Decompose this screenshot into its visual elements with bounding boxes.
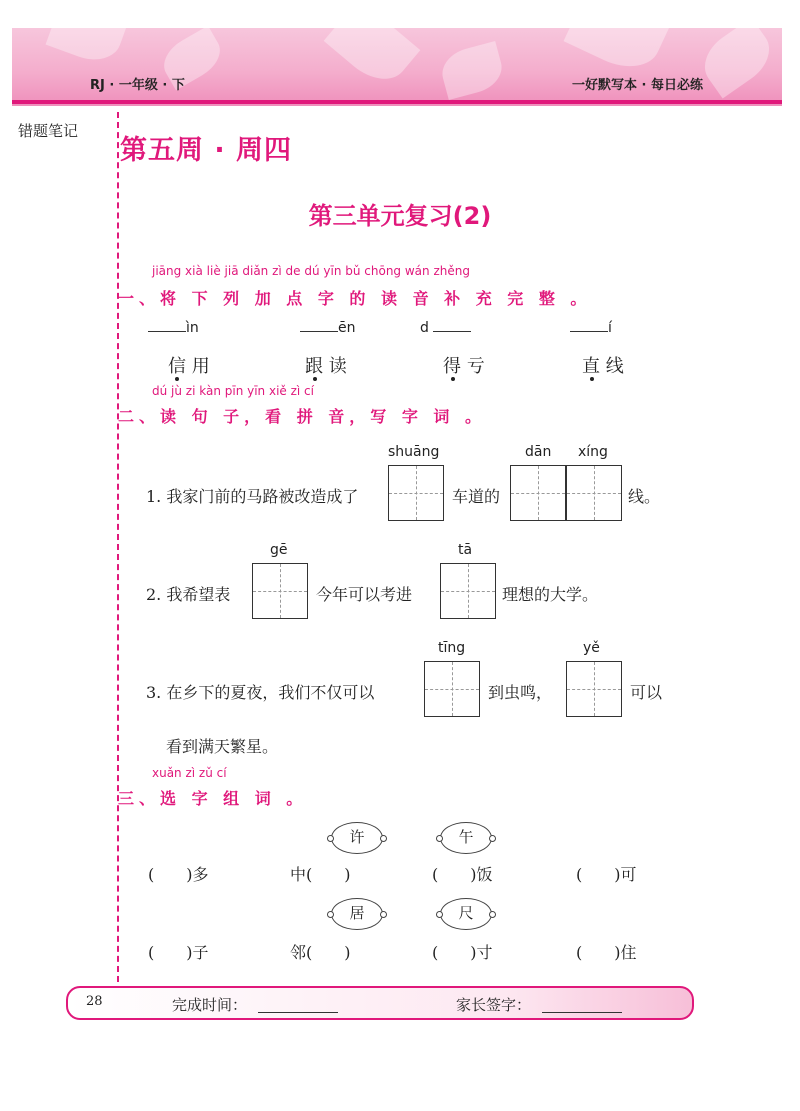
q1-pinyin-2b: xíng — [578, 444, 608, 460]
mistake-notes-label: 错题笔记 — [18, 122, 79, 140]
banner-divider — [12, 100, 782, 104]
q2-pinyin-1: gē — [270, 542, 288, 558]
word-blank[interactable]: 邻( ) — [290, 943, 351, 962]
writing-cell[interactable] — [566, 465, 622, 521]
footer-bar — [66, 986, 694, 1020]
word-blank[interactable]: ( )饭 — [432, 865, 493, 884]
word-blank[interactable]: ( )子 — [148, 943, 209, 962]
q2-text-c: 理想的大学。 — [502, 585, 599, 604]
writing-cell[interactable] — [388, 465, 444, 521]
q1-pinyin-1: shuāng — [388, 444, 440, 460]
choice-char[interactable]: 居 — [331, 898, 383, 930]
lesson-subtitle: 第三单元复习(2) — [308, 202, 492, 230]
section2-heading: 二、读 句 子，看 拼 音，写 字 词 。 — [118, 407, 486, 426]
q2-text-a: 2. 我希望表 — [146, 585, 231, 604]
q3-pinyin-1: tīng — [438, 640, 466, 656]
page-number: 28 — [86, 994, 103, 1009]
writing-cell[interactable] — [566, 661, 622, 717]
q3-text-d: 看到满天繁星。 — [166, 737, 279, 756]
q2-pinyin-2: tā — [458, 542, 473, 558]
emphasis-dot — [313, 377, 317, 381]
margin-divider — [117, 112, 119, 982]
header-series: 一好默写本 · 每日必练 — [572, 78, 703, 93]
q3-text-a: 3. 在乡下的夏夜，我们不仅可以 — [146, 683, 375, 702]
writing-cell[interactable] — [440, 563, 496, 619]
section1-heading: 一、将 下 列 加 点 字 的 读 音 补 充 完 整 。 — [118, 289, 592, 308]
q1-text-b: 车道的 — [452, 487, 501, 506]
q3-text-c: 可以 — [630, 683, 663, 702]
choice-char[interactable]: 午 — [440, 822, 492, 854]
emphasis-dot — [590, 377, 594, 381]
q3-text-b: 到虫鸣， — [488, 683, 553, 702]
q1-text-c: 线。 — [628, 487, 661, 506]
pinyin-blank-1[interactable]: ìn — [148, 320, 199, 336]
word-blank[interactable]: ( )可 — [576, 865, 637, 884]
q1-pinyin-2a: dān — [525, 444, 552, 460]
q1-text-a: 1. 我家门前的马路被改造成了 — [146, 487, 359, 506]
writing-cell[interactable] — [252, 563, 308, 619]
writing-cell[interactable] — [424, 661, 480, 717]
q3-pinyin-2: yě — [583, 640, 600, 656]
word-blank[interactable]: ( )多 — [148, 865, 209, 884]
word-blank[interactable]: 中( ) — [290, 865, 351, 884]
writing-cell[interactable] — [510, 465, 566, 521]
section1-pinyin: jiāng xià liè jiā diǎn zì de dú yīn bǔ chōng wán zhěng — [152, 264, 470, 278]
section3-pinyin: xuǎn zì zǔ cí — [152, 766, 227, 780]
emphasis-dot — [175, 377, 179, 381]
word-2: 跟 读 — [305, 356, 347, 377]
section2-pinyin: dú jù zi kàn pīn yīn xiě zì cí — [152, 384, 314, 398]
pinyin-blank-4[interactable]: í — [570, 320, 612, 336]
parent-signature-label: 家长签字： — [456, 996, 532, 1014]
page-title: 第五周 · 周四 — [120, 135, 293, 166]
completion-time-label: 完成时间： — [172, 996, 248, 1014]
header-grade: RJ · 一年级 · 下 — [90, 78, 185, 93]
q2-text-b: 今年可以考进 — [316, 585, 413, 604]
word-blank[interactable]: ( )住 — [576, 943, 637, 962]
word-blank[interactable]: ( )寸 — [432, 943, 493, 962]
completion-time-field[interactable] — [258, 1012, 338, 1013]
pinyin-blank-3[interactable]: d — [420, 320, 471, 336]
choice-char[interactable]: 许 — [331, 822, 383, 854]
choice-char[interactable]: 尺 — [440, 898, 492, 930]
word-4: 直 线 — [582, 356, 624, 377]
pinyin-blank-2[interactable]: ēn — [300, 320, 356, 336]
word-1: 信 用 — [168, 356, 210, 377]
emphasis-dot — [451, 377, 455, 381]
parent-signature-field[interactable] — [542, 1012, 622, 1013]
section3-heading: 三、选 字 组 词 。 — [118, 789, 308, 808]
header-banner — [12, 28, 782, 106]
word-3: 得 亏 — [443, 356, 485, 377]
